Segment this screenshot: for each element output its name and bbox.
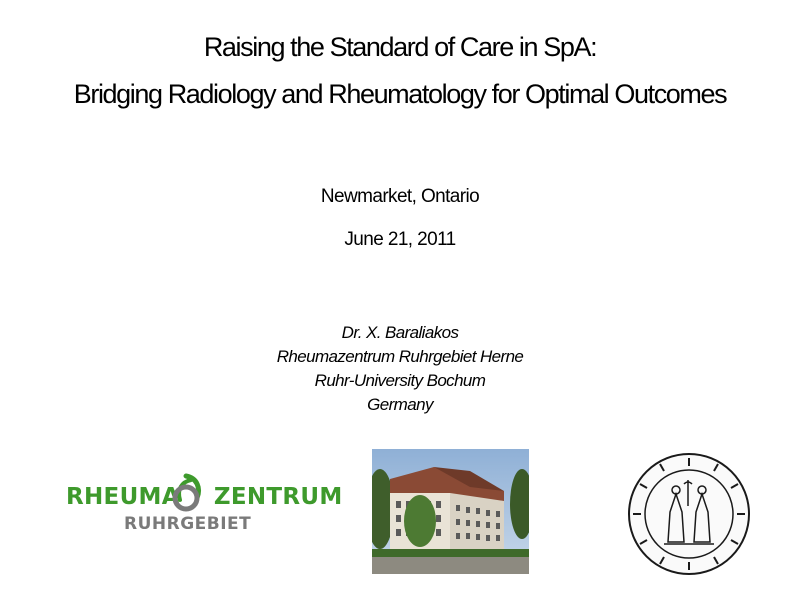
author-institution1: Rheumazentrum Ruhrgebiet Herne	[276, 347, 524, 366]
author-institution2: Ruhr-University Bochum	[314, 371, 486, 390]
seal-icon	[626, 450, 752, 578]
rheumazentrum-logo	[66, 470, 343, 540]
author-country: Germany	[367, 395, 433, 414]
author-block	[200, 321, 600, 417]
logo-wordmark	[66, 484, 343, 510]
slide-title-line1: Raising the Standard of Care in SpA:	[203, 32, 597, 62]
logo-mark-icon	[169, 472, 203, 514]
logo-word2: ZENTRUM	[213, 484, 343, 510]
logo-subtitle: RUHRGEBIET	[124, 514, 252, 534]
building-photo	[372, 449, 529, 574]
location: Newmarket, Ontario	[320, 186, 480, 207]
slide-title-line2: Bridging Radiology and Rheumatology for Optimal Outcomes	[73, 79, 727, 109]
logo-word1: RHEUMA	[66, 484, 180, 510]
date: June 21, 2011	[344, 229, 456, 250]
author-name: Dr. X. Baraliakos	[341, 323, 459, 342]
